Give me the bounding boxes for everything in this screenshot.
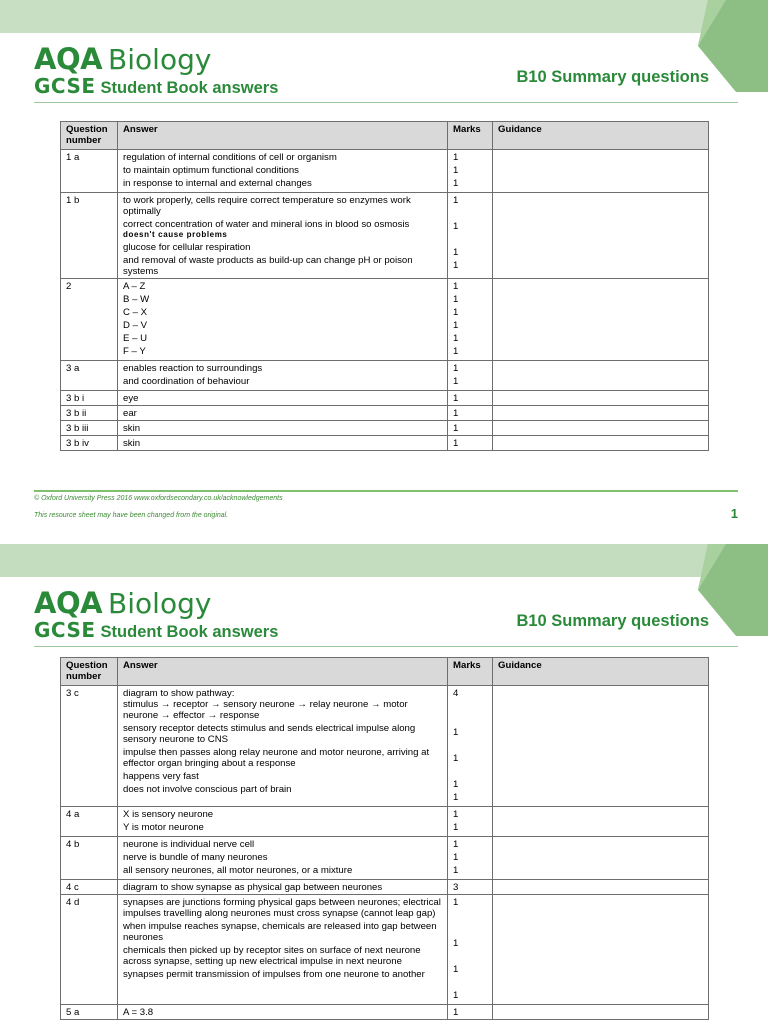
- header-guidance: Guidance: [493, 658, 709, 686]
- mark: 1: [453, 333, 459, 344]
- guidance-cell: [493, 279, 709, 361]
- answer-line: neurone is individual nerve cell: [123, 839, 255, 850]
- answer-line: nerve is bundle of many neurones: [123, 852, 268, 863]
- table-header-row: [61, 658, 709, 686]
- mark: 1: [453, 247, 459, 258]
- header-rule: [34, 102, 738, 103]
- guidance-cell: [493, 807, 709, 837]
- marks-cell: [448, 686, 493, 807]
- table-row: [61, 391, 709, 406]
- answer-line: and coordination of behaviour: [123, 376, 250, 387]
- table-header-row: [61, 122, 709, 150]
- table-row: [61, 361, 709, 391]
- answer-cell: [118, 421, 448, 436]
- guidance-cell: [493, 880, 709, 895]
- guidance-cell: [493, 193, 709, 279]
- mark: 1: [453, 753, 459, 764]
- answer-line: does not involve conscious part of brain: [123, 784, 292, 795]
- series-title: Student Book answers: [100, 79, 279, 97]
- logo-subline: [34, 74, 278, 98]
- guidance-cell: [493, 421, 709, 436]
- mark: 1: [453, 195, 459, 206]
- answer-line: all sensory neurones, all motor neurones, or a mixture: [123, 865, 353, 876]
- question-number: 1 a: [61, 150, 118, 193]
- mark: 1: [453, 865, 459, 876]
- header-guidance: Guidance: [493, 122, 709, 150]
- table-row: [61, 895, 709, 1005]
- mark: 1: [453, 294, 459, 305]
- guidance-cell: [493, 436, 709, 451]
- aqa-biology-logo: [34, 42, 211, 76]
- answer-line: diagram to show pathway:: [123, 688, 235, 699]
- guidance-cell: [493, 895, 709, 1005]
- marks-cell: [448, 837, 493, 880]
- question-number: 2: [61, 279, 118, 361]
- answer-line: sensory receptor detects stimulus and sends electrical impulse along sensory neurone to CNS: [123, 723, 416, 745]
- aqa-biology-logo: [34, 586, 211, 620]
- marks-cell: [448, 193, 493, 279]
- answer-line: synapses permit transmission of impulses from one neurone to another: [123, 969, 425, 980]
- answers-table: [60, 121, 709, 451]
- question-number: 3 c: [61, 686, 118, 807]
- table-row: [61, 837, 709, 880]
- answer-line: diagram to show synapse as physical gap between neurones: [123, 882, 383, 893]
- answer-cell: [118, 279, 448, 361]
- answer-line: to work properly, cells require correct temperature so enzymes work optimally: [123, 195, 411, 217]
- header-band: [0, 0, 768, 33]
- answer-line: F – Y: [123, 346, 146, 357]
- mark: 1: [453, 990, 459, 1001]
- question-number: 1 b: [61, 193, 118, 279]
- footer-rule: [34, 490, 738, 492]
- mark: 1: [453, 779, 459, 790]
- answer-line: A – Z: [123, 281, 146, 292]
- marks-cell: [448, 361, 493, 391]
- logo-subject: Biology: [108, 587, 212, 620]
- answer-cell: [118, 895, 448, 1005]
- table-row: [61, 880, 709, 895]
- marks-cell: [448, 406, 493, 421]
- answer-line: in response to internal and external changes: [123, 178, 312, 189]
- mark: 1: [453, 1007, 459, 1018]
- header-question-number: Question number: [61, 658, 118, 686]
- answer-line: correct concentration of water and mineral ions in blood so osmosis: [123, 219, 410, 230]
- answer-cell: [118, 361, 448, 391]
- mark: 1: [453, 809, 459, 820]
- question-number: 3 a: [61, 361, 118, 391]
- header-answer: Answer: [118, 658, 448, 686]
- header-marks: Marks: [448, 122, 493, 150]
- mark: 1: [453, 408, 459, 419]
- logo-gcse: GCSE: [34, 74, 96, 98]
- mark: 1: [453, 376, 459, 387]
- mark: 1: [453, 165, 459, 176]
- mark: 1: [453, 152, 459, 163]
- logo-aqa: AQA: [34, 42, 103, 76]
- mark: 1: [453, 964, 459, 975]
- answer-line: stimulus → receptor → sensory neurone → relay neurone → motor neurone → effector → response: [123, 699, 408, 721]
- answer-cell: [118, 193, 448, 279]
- logo-gcse: GCSE: [34, 618, 96, 642]
- answer-cell: [118, 1005, 448, 1020]
- table-row: [61, 686, 709, 807]
- mark: 1: [453, 346, 459, 357]
- answer-cell: [118, 686, 448, 807]
- marks-cell: [448, 880, 493, 895]
- answer-line: X is sensory neurone: [123, 809, 214, 820]
- answer-line: happens very fast: [123, 771, 199, 782]
- answer-line: glucose for cellular respiration: [123, 242, 251, 253]
- answer-line: B – W: [123, 294, 150, 305]
- mark: 1: [453, 852, 459, 863]
- header-answer: Answer: [118, 122, 448, 150]
- mark: 1: [453, 423, 459, 434]
- mark: 1: [453, 792, 459, 803]
- answer-line: Y is motor neurone: [123, 822, 204, 833]
- header-band: [0, 544, 768, 577]
- answer-line: C – X: [123, 307, 147, 318]
- mark: 1: [453, 320, 459, 331]
- marks-cell: [448, 421, 493, 436]
- answer-line: impulse then passes along relay neurone and motor neurone, arriving at effector organ bringing about a response: [123, 747, 430, 769]
- mark: 1: [453, 363, 459, 374]
- table-row: [61, 421, 709, 436]
- guidance-cell: [493, 391, 709, 406]
- answer-line: regulation of internal conditions of cell or organism: [123, 152, 337, 163]
- answer-line: to maintain optimum functional conditions: [123, 165, 299, 176]
- marks-cell: [448, 150, 493, 193]
- mark: 1: [453, 938, 459, 949]
- document-title: B10 Summary questions: [516, 68, 709, 86]
- marks-cell: [448, 895, 493, 1005]
- question-number: 3 b iii: [61, 421, 118, 436]
- answer-line: E – U: [123, 333, 147, 344]
- answer-line: eye: [123, 393, 139, 404]
- answer-line: and removal of waste products as build-up can change pH or poison systems: [123, 255, 413, 277]
- question-number: 4 d: [61, 895, 118, 1005]
- header-rule: [34, 646, 738, 647]
- table-row: [61, 193, 709, 279]
- logo-subject: Biology: [108, 43, 212, 76]
- header-marks: Marks: [448, 658, 493, 686]
- answer-line: skin: [123, 423, 141, 434]
- question-number: 4 b: [61, 837, 118, 880]
- answers-table: [60, 657, 709, 1020]
- table-row: [61, 1005, 709, 1020]
- mark: 1: [453, 393, 459, 404]
- document-title: B10 Summary questions: [516, 612, 709, 630]
- mark: 1: [453, 438, 459, 449]
- guidance-cell: [493, 150, 709, 193]
- mark: 1: [453, 839, 459, 850]
- answer-cell: [118, 436, 448, 451]
- logo-subline: [34, 618, 278, 642]
- question-number: 3 b iv: [61, 436, 118, 451]
- answer-cell: [118, 837, 448, 880]
- table-row: [61, 406, 709, 421]
- document-page-2: [0, 544, 768, 1024]
- page-number: 1: [730, 506, 738, 521]
- marks-cell: [448, 807, 493, 837]
- mark: 3: [453, 882, 459, 893]
- mark: 4: [453, 688, 459, 699]
- guidance-cell: [493, 1005, 709, 1020]
- table-row: [61, 807, 709, 837]
- marks-cell: [448, 279, 493, 361]
- guidance-cell: [493, 361, 709, 391]
- answer-line: when impulse reaches synapse, chemicals are released into gap between neurones: [123, 921, 437, 943]
- answer-cell: [118, 391, 448, 406]
- table-row: [61, 150, 709, 193]
- guidance-cell: [493, 406, 709, 421]
- question-number: 4 c: [61, 880, 118, 895]
- guidance-cell: [493, 686, 709, 807]
- mark: 1: [453, 221, 459, 232]
- logo-aqa: AQA: [34, 586, 103, 620]
- answer-cell: [118, 406, 448, 421]
- answer-cell: [118, 807, 448, 837]
- footer-copyright: © Oxford University Press 2016 www.oxfordsecondary.co.uk/acknowledgements: [34, 495, 283, 502]
- mark: 1: [453, 178, 459, 189]
- answer-cell: [118, 150, 448, 193]
- question-number: 5 a: [61, 1005, 118, 1020]
- question-number: 3 b ii: [61, 406, 118, 421]
- marks-cell: [448, 1005, 493, 1020]
- answer-cell: [118, 880, 448, 895]
- footer-note: This resource sheet may have been changed from the original.: [34, 512, 229, 519]
- marks-cell: [448, 391, 493, 406]
- table-row: [61, 436, 709, 451]
- mark: 1: [453, 260, 459, 271]
- mark: 1: [453, 822, 459, 833]
- mark: 1: [453, 281, 459, 292]
- answer-note: doesn't cause problems: [123, 230, 228, 239]
- guidance-cell: [493, 837, 709, 880]
- marks-cell: [448, 436, 493, 451]
- series-title: Student Book answers: [100, 623, 279, 641]
- question-number: 3 b i: [61, 391, 118, 406]
- table-row: [61, 279, 709, 361]
- header-question-number: Question number: [61, 122, 118, 150]
- mark: 1: [453, 897, 459, 908]
- answer-line: ear: [123, 408, 137, 419]
- question-number: 4 a: [61, 807, 118, 837]
- answer-line: chemicals then picked up by receptor sites on surface of next neurone across synapse, setting up new electrical impulse in next neurone: [123, 945, 421, 967]
- answer-line: D – V: [123, 320, 147, 331]
- answer-line: synapses are junctions forming physical gaps between neurones; electrical impulses travelling along neurones must cross synapse (cannot leap gap): [123, 897, 441, 919]
- answer-line: skin: [123, 438, 141, 449]
- answer-line: A = 3.8: [123, 1007, 154, 1018]
- mark: 1: [453, 727, 459, 738]
- answer-line: enables reaction to surroundings: [123, 363, 263, 374]
- mark: 1: [453, 307, 459, 318]
